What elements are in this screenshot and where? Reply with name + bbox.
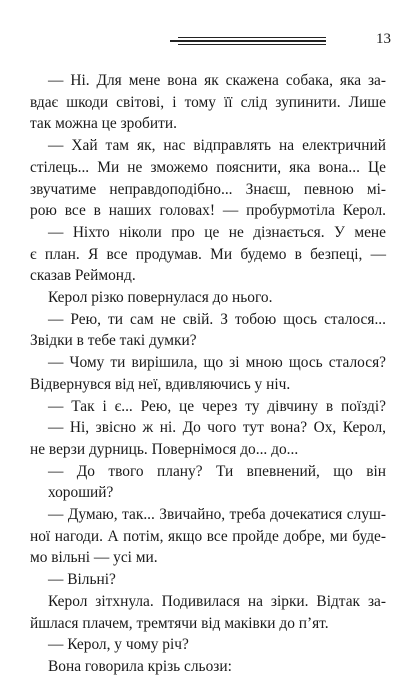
text-line: Звідки в тебе такі думки? [30,332,197,350]
text-line: — Хай там як, нас відправлять на електричний [48,137,386,155]
body-text [30,70,386,678]
text-line: рою все в наших головах! — пробурмотіла Керол. [30,202,386,220]
text-line: — Ні, звісно ж ні. До чого тут вона? Ох, Керол, [48,419,386,437]
text-line: не верзи дурниць. Повернімося до... до... [30,440,299,458]
page-number: 13 [376,31,391,47]
text-line: ної нагоди. А потім, якщо все пройде добре, ми буде- [30,527,386,545]
header-rule-middle [170,40,326,42]
text-line: вдає шкоди світові, і тому її слід зупинити. Лише [30,93,386,111]
running-header [0,0,415,60]
text-line: — Думаю, так... Звичайно, треба дочекатися слуш- [48,506,386,524]
text-line: мо вільні — усі ми. [30,549,158,567]
text-line: Керол зітхнула. Подивилася на зірки. Відтак за- [48,592,386,610]
text-line: — Чому ти вирішила, що зі мною щось сталося? [48,354,386,372]
text-line: — Керол, у чому річ? [48,636,189,654]
text-line: — Так і є... Рею, це через ту дівчину в поїзді? [48,397,386,415]
text-line: Керол різко повернулася до нього. [48,289,273,307]
text-line: — Ні. Для мене вона як скажена собака, яка за- [48,72,386,89]
text-line: Вона говорила крізь сльози: [48,657,232,675]
text-line: — Рею, ти сам не свій. З тобою щось сталося... [48,310,386,328]
text-line: — Вільні? [48,571,116,589]
header-rule-bottom [178,44,326,45]
text-line: є план. Я все продумав. Ми будемо в безпеці, — [30,245,386,263]
text-line: так можна це зробити. [30,115,177,133]
text-line: — Ніхто ніколи про це не дізнається. У мене [48,223,386,241]
header-rule-top [178,37,326,38]
text-line: звучатиме неправдоподібно... Знаєш, певною мі- [30,180,386,198]
text-line: Відвернувся від неї, вдивляючись у ніч. [30,375,291,393]
text-line: — До твого плану? Ти впевнений, що він хороший? [48,462,386,502]
text-line: сказав Реймонд. [30,267,136,285]
text-line: йшлася плачем, тремтячи від маківки до п’ят. [30,614,329,632]
text-line: стілець... Ми не зможемо пояснити, яка вона... Це [30,158,386,176]
